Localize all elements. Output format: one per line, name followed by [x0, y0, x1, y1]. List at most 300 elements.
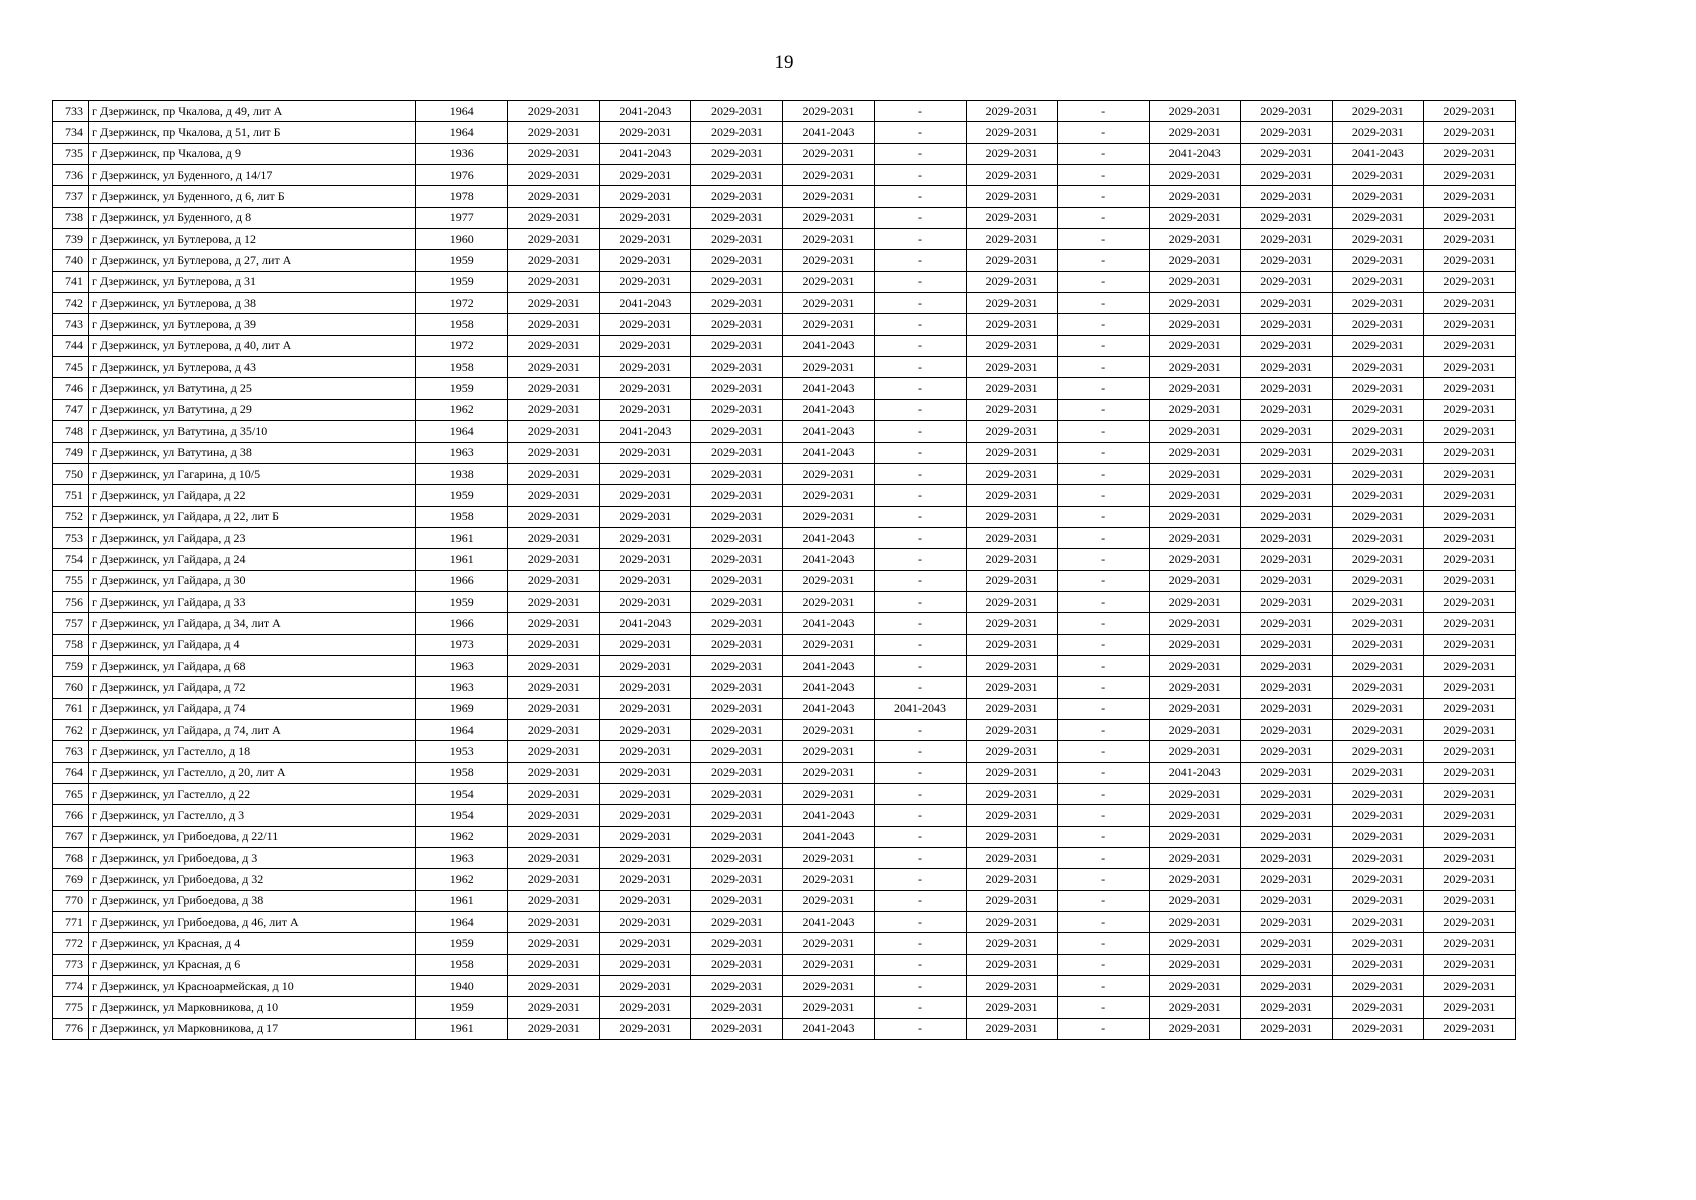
cell-period-5: -: [874, 719, 966, 740]
cell-address: г Дзержинск, ул Буденного, д 14/17: [89, 165, 416, 186]
cell-period-11: 2029-2031: [1423, 634, 1515, 655]
cell-period-9: 2029-2031: [1240, 378, 1332, 399]
table-row: [53, 912, 1516, 933]
cell-address: г Дзержинск, ул Гастелло, д 20, лит А: [89, 762, 416, 783]
cell-period-10: 2029-2031: [1332, 293, 1423, 314]
cell-address: г Дзержинск, ул Бутлерова, д 43: [89, 357, 416, 378]
cell-period-8: 2041-2043: [1149, 762, 1240, 783]
cell-period-2: 2041-2043: [600, 293, 691, 314]
cell-period-9: 2029-2031: [1240, 1018, 1332, 1039]
cell-period-11: 2029-2031: [1423, 207, 1515, 228]
cell-address: г Дзержинск, ул Гайдара, д 34, лит А: [89, 613, 416, 634]
cell-period-11: 2029-2031: [1423, 976, 1515, 997]
cell-period-10: 2029-2031: [1332, 506, 1423, 527]
cell-period-5: -: [874, 634, 966, 655]
cell-year-built: 1976: [416, 165, 508, 186]
cell-period-6: 2029-2031: [966, 314, 1057, 335]
cell-year-built: 1961: [416, 549, 508, 570]
cell-period-9: 2029-2031: [1240, 762, 1332, 783]
cell-period-9: 2029-2031: [1240, 527, 1332, 548]
cell-period-8: 2029-2031: [1149, 976, 1240, 997]
cell-period-1: 2029-2031: [508, 335, 600, 356]
cell-period-1: 2029-2031: [508, 805, 600, 826]
cell-period-7: -: [1057, 784, 1149, 805]
cell-row-no: 757: [53, 613, 89, 634]
cell-period-6: 2029-2031: [966, 250, 1057, 271]
cell-period-5: -: [874, 250, 966, 271]
cell-address: г Дзержинск, ул Бутлерова, д 31: [89, 271, 416, 292]
cell-period-10: 2041-2043: [1332, 143, 1423, 164]
cell-period-3: 2029-2031: [691, 570, 783, 591]
cell-period-6: 2029-2031: [966, 591, 1057, 612]
cell-period-8: 2029-2031: [1149, 848, 1240, 869]
cell-period-9: 2029-2031: [1240, 186, 1332, 207]
cell-period-9: 2029-2031: [1240, 207, 1332, 228]
cell-period-3: 2029-2031: [691, 442, 783, 463]
cell-period-6: 2029-2031: [966, 634, 1057, 655]
cell-period-4: 2029-2031: [783, 976, 874, 997]
cell-period-9: 2029-2031: [1240, 741, 1332, 762]
cell-period-5: -: [874, 570, 966, 591]
cell-period-1: 2029-2031: [508, 506, 600, 527]
cell-period-4: 2041-2043: [783, 1018, 874, 1039]
table-row: [53, 335, 1516, 356]
cell-address: г Дзержинск, ул Гайдара, д 74, лит А: [89, 719, 416, 740]
cell-period-11: 2029-2031: [1423, 698, 1515, 719]
cell-address: г Дзержинск, ул Бутлерова, д 39: [89, 314, 416, 335]
cell-row-no: 737: [53, 186, 89, 207]
table-row: [53, 357, 1516, 378]
cell-period-11: 2029-2031: [1423, 848, 1515, 869]
cell-period-11: 2029-2031: [1423, 271, 1515, 292]
cell-period-2: 2029-2031: [600, 229, 691, 250]
cell-period-11: 2029-2031: [1423, 869, 1515, 890]
cell-address: г Дзержинск, ул Буденного, д 8: [89, 207, 416, 228]
cell-address: г Дзержинск, ул Грибоедова, д 32: [89, 869, 416, 890]
cell-period-8: 2029-2031: [1149, 442, 1240, 463]
cell-period-6: 2029-2031: [966, 442, 1057, 463]
cell-period-3: 2029-2031: [691, 869, 783, 890]
cell-year-built: 1958: [416, 954, 508, 975]
cell-period-3: 2029-2031: [691, 805, 783, 826]
cell-row-no: 775: [53, 997, 89, 1018]
cell-period-11: 2029-2031: [1423, 655, 1515, 676]
cell-period-8: 2029-2031: [1149, 165, 1240, 186]
cell-period-6: 2029-2031: [966, 271, 1057, 292]
cell-period-8: 2041-2043: [1149, 143, 1240, 164]
cell-period-4: 2041-2043: [783, 549, 874, 570]
cell-period-3: 2029-2031: [691, 912, 783, 933]
cell-period-11: 2029-2031: [1423, 719, 1515, 740]
cell-year-built: 1962: [416, 869, 508, 890]
cell-period-7: -: [1057, 143, 1149, 164]
cell-period-7: -: [1057, 933, 1149, 954]
cell-period-5: -: [874, 271, 966, 292]
cell-row-no: 766: [53, 805, 89, 826]
cell-period-1: 2029-2031: [508, 933, 600, 954]
cell-period-10: 2029-2031: [1332, 1018, 1423, 1039]
cell-period-9: 2029-2031: [1240, 549, 1332, 570]
cell-period-10: 2029-2031: [1332, 826, 1423, 847]
cell-row-no: 772: [53, 933, 89, 954]
table-row: [53, 314, 1516, 335]
cell-row-no: 765: [53, 784, 89, 805]
table-row: [53, 826, 1516, 847]
cell-period-8: 2029-2031: [1149, 101, 1240, 122]
cell-period-1: 2029-2031: [508, 399, 600, 420]
cell-period-2: 2029-2031: [600, 741, 691, 762]
cell-year-built: 1964: [416, 122, 508, 143]
cell-period-5: -: [874, 527, 966, 548]
cell-period-10: 2029-2031: [1332, 442, 1423, 463]
table-row: [53, 698, 1516, 719]
cell-period-1: 2029-2031: [508, 271, 600, 292]
cell-period-10: 2029-2031: [1332, 485, 1423, 506]
cell-period-3: 2029-2031: [691, 677, 783, 698]
cell-period-4: 2029-2031: [783, 869, 874, 890]
cell-period-6: 2029-2031: [966, 719, 1057, 740]
cell-period-1: 2029-2031: [508, 655, 600, 676]
cell-period-8: 2029-2031: [1149, 527, 1240, 548]
cell-period-2: 2029-2031: [600, 976, 691, 997]
cell-address: г Дзержинск, пр Чкалова, д 49, лит А: [89, 101, 416, 122]
cell-period-11: 2029-2031: [1423, 677, 1515, 698]
cell-period-10: 2029-2031: [1332, 655, 1423, 676]
cell-period-9: 2029-2031: [1240, 485, 1332, 506]
cell-period-8: 2029-2031: [1149, 357, 1240, 378]
cell-row-no: 753: [53, 527, 89, 548]
cell-address: г Дзержинск, ул Гайдара, д 30: [89, 570, 416, 591]
cell-period-4: 2029-2031: [783, 186, 874, 207]
cell-year-built: 1963: [416, 655, 508, 676]
cell-period-11: 2029-2031: [1423, 912, 1515, 933]
cell-period-3: 2029-2031: [691, 143, 783, 164]
cell-period-10: 2029-2031: [1332, 954, 1423, 975]
cell-period-2: 2029-2031: [600, 677, 691, 698]
cell-period-2: 2029-2031: [600, 165, 691, 186]
cell-period-10: 2029-2031: [1332, 335, 1423, 356]
cell-period-9: 2029-2031: [1240, 869, 1332, 890]
cell-period-1: 2029-2031: [508, 143, 600, 164]
cell-period-3: 2029-2031: [691, 421, 783, 442]
cell-period-8: 2029-2031: [1149, 634, 1240, 655]
table-row: [53, 976, 1516, 997]
cell-period-5: -: [874, 784, 966, 805]
cell-period-3: 2029-2031: [691, 591, 783, 612]
cell-period-6: 2029-2031: [966, 954, 1057, 975]
cell-period-4: 2029-2031: [783, 143, 874, 164]
cell-period-9: 2029-2031: [1240, 655, 1332, 676]
cell-address: г Дзержинск, ул Бутлерова, д 12: [89, 229, 416, 250]
cell-address: г Дзержинск, ул Бутлерова, д 27, лит А: [89, 250, 416, 271]
cell-period-7: -: [1057, 613, 1149, 634]
cell-period-5: -: [874, 485, 966, 506]
table-row: [53, 207, 1516, 228]
cell-row-no: 770: [53, 890, 89, 911]
cell-period-7: -: [1057, 805, 1149, 826]
cell-address: г Дзержинск, ул Грибоедова, д 38: [89, 890, 416, 911]
cell-period-4: 2029-2031: [783, 719, 874, 740]
cell-period-3: 2029-2031: [691, 762, 783, 783]
cell-period-2: 2029-2031: [600, 485, 691, 506]
cell-year-built: 1969: [416, 698, 508, 719]
cell-year-built: 1938: [416, 463, 508, 484]
cell-period-8: 2029-2031: [1149, 485, 1240, 506]
cell-period-10: 2029-2031: [1332, 421, 1423, 442]
cell-address: г Дзержинск, ул Гастелло, д 22: [89, 784, 416, 805]
cell-period-2: 2029-2031: [600, 869, 691, 890]
table-row: [53, 784, 1516, 805]
cell-period-8: 2029-2031: [1149, 463, 1240, 484]
cell-period-10: 2029-2031: [1332, 698, 1423, 719]
cell-period-2: 2029-2031: [600, 997, 691, 1018]
cell-period-11: 2029-2031: [1423, 378, 1515, 399]
cell-period-11: 2029-2031: [1423, 101, 1515, 122]
cell-period-9: 2029-2031: [1240, 826, 1332, 847]
cell-period-9: 2029-2031: [1240, 805, 1332, 826]
cell-period-4: 2041-2043: [783, 399, 874, 420]
cell-period-10: 2029-2031: [1332, 677, 1423, 698]
cell-period-5: -: [874, 101, 966, 122]
cell-period-6: 2029-2031: [966, 101, 1057, 122]
table-row: [53, 762, 1516, 783]
cell-period-8: 2029-2031: [1149, 271, 1240, 292]
cell-address: г Дзержинск, ул Гагарина, д 10/5: [89, 463, 416, 484]
cell-period-11: 2029-2031: [1423, 1018, 1515, 1039]
cell-period-4: 2041-2043: [783, 421, 874, 442]
cell-row-no: 735: [53, 143, 89, 164]
cell-period-9: 2029-2031: [1240, 314, 1332, 335]
cell-period-6: 2029-2031: [966, 698, 1057, 719]
cell-year-built: 1972: [416, 335, 508, 356]
cell-address: г Дзержинск, ул Красная, д 6: [89, 954, 416, 975]
cell-row-no: 733: [53, 101, 89, 122]
cell-period-3: 2029-2031: [691, 719, 783, 740]
cell-period-5: 2041-2043: [874, 698, 966, 719]
cell-row-no: 764: [53, 762, 89, 783]
cell-period-6: 2029-2031: [966, 143, 1057, 164]
cell-period-8: 2029-2031: [1149, 954, 1240, 975]
cell-period-7: -: [1057, 591, 1149, 612]
cell-period-10: 2029-2031: [1332, 357, 1423, 378]
cell-row-no: 752: [53, 506, 89, 527]
cell-period-7: -: [1057, 1018, 1149, 1039]
cell-period-3: 2029-2031: [691, 335, 783, 356]
cell-period-11: 2029-2031: [1423, 293, 1515, 314]
cell-period-10: 2029-2031: [1332, 165, 1423, 186]
cell-period-11: 2029-2031: [1423, 399, 1515, 420]
cell-period-7: -: [1057, 271, 1149, 292]
cell-row-no: 747: [53, 399, 89, 420]
cell-period-4: 2041-2043: [783, 527, 874, 548]
table-row: [53, 954, 1516, 975]
cell-period-7: -: [1057, 869, 1149, 890]
cell-period-10: 2029-2031: [1332, 784, 1423, 805]
cell-period-3: 2029-2031: [691, 549, 783, 570]
cell-period-3: 2029-2031: [691, 463, 783, 484]
cell-period-11: 2029-2031: [1423, 143, 1515, 164]
table-row: [53, 485, 1516, 506]
cell-period-8: 2029-2031: [1149, 293, 1240, 314]
cell-period-1: 2029-2031: [508, 207, 600, 228]
cell-period-11: 2029-2031: [1423, 165, 1515, 186]
cell-row-no: 776: [53, 1018, 89, 1039]
cell-period-8: 2029-2031: [1149, 207, 1240, 228]
cell-period-5: -: [874, 741, 966, 762]
cell-period-10: 2029-2031: [1332, 186, 1423, 207]
cell-period-4: 2029-2031: [783, 954, 874, 975]
cell-address: г Дзержинск, ул Гайдара, д 24: [89, 549, 416, 570]
table-row: [53, 634, 1516, 655]
cell-period-6: 2029-2031: [966, 527, 1057, 548]
cell-period-6: 2029-2031: [966, 784, 1057, 805]
cell-period-4: 2041-2043: [783, 378, 874, 399]
cell-period-2: 2029-2031: [600, 890, 691, 911]
cell-period-6: 2029-2031: [966, 335, 1057, 356]
cell-period-2: 2029-2031: [600, 357, 691, 378]
cell-period-9: 2029-2031: [1240, 506, 1332, 527]
cell-address: г Дзержинск, ул Гайдара, д 72: [89, 677, 416, 698]
cell-row-no: 767: [53, 826, 89, 847]
cell-period-6: 2029-2031: [966, 677, 1057, 698]
cell-period-1: 2029-2031: [508, 442, 600, 463]
cell-row-no: 771: [53, 912, 89, 933]
cell-period-9: 2029-2031: [1240, 890, 1332, 911]
cell-row-no: 754: [53, 549, 89, 570]
cell-period-4: 2029-2031: [783, 933, 874, 954]
cell-period-1: 2029-2031: [508, 976, 600, 997]
cell-period-2: 2041-2043: [600, 613, 691, 634]
cell-period-7: -: [1057, 186, 1149, 207]
table-row: [53, 869, 1516, 890]
cell-period-3: 2029-2031: [691, 293, 783, 314]
cell-period-3: 2029-2031: [691, 357, 783, 378]
cell-period-9: 2029-2031: [1240, 399, 1332, 420]
table-row: [53, 677, 1516, 698]
cell-period-7: -: [1057, 250, 1149, 271]
cell-period-5: -: [874, 954, 966, 975]
cell-address: г Дзержинск, ул Красная, д 4: [89, 933, 416, 954]
table-row: [53, 271, 1516, 292]
cell-period-1: 2029-2031: [508, 527, 600, 548]
cell-period-7: -: [1057, 421, 1149, 442]
cell-period-8: 2029-2031: [1149, 805, 1240, 826]
cell-period-4: 2041-2043: [783, 805, 874, 826]
cell-period-4: 2029-2031: [783, 570, 874, 591]
cell-period-10: 2029-2031: [1332, 527, 1423, 548]
cell-period-8: 2029-2031: [1149, 890, 1240, 911]
cell-period-5: -: [874, 933, 966, 954]
cell-period-1: 2029-2031: [508, 848, 600, 869]
cell-row-no: 769: [53, 869, 89, 890]
cell-period-10: 2029-2031: [1332, 570, 1423, 591]
cell-period-5: -: [874, 997, 966, 1018]
cell-period-5: -: [874, 762, 966, 783]
cell-period-3: 2029-2031: [691, 933, 783, 954]
cell-period-11: 2029-2031: [1423, 463, 1515, 484]
cell-period-9: 2029-2031: [1240, 976, 1332, 997]
cell-period-3: 2029-2031: [691, 207, 783, 228]
cell-address: г Дзержинск, ул Ватутина, д 38: [89, 442, 416, 463]
cell-period-1: 2029-2031: [508, 719, 600, 740]
cell-period-6: 2029-2031: [966, 741, 1057, 762]
cell-period-2: 2041-2043: [600, 421, 691, 442]
table-body: [53, 101, 1516, 1040]
cell-period-9: 2029-2031: [1240, 613, 1332, 634]
cell-period-2: 2029-2031: [600, 271, 691, 292]
cell-period-5: -: [874, 293, 966, 314]
table-row: [53, 165, 1516, 186]
cell-year-built: 1936: [416, 143, 508, 164]
table-row: [53, 890, 1516, 911]
cell-period-3: 2029-2031: [691, 613, 783, 634]
cell-period-10: 2029-2031: [1332, 805, 1423, 826]
cell-period-7: -: [1057, 399, 1149, 420]
cell-year-built: 1966: [416, 613, 508, 634]
table-row: [53, 250, 1516, 271]
cell-period-7: -: [1057, 293, 1149, 314]
cell-period-3: 2029-2031: [691, 186, 783, 207]
cell-period-4: 2029-2031: [783, 229, 874, 250]
cell-period-11: 2029-2031: [1423, 485, 1515, 506]
cell-period-8: 2029-2031: [1149, 826, 1240, 847]
cell-period-11: 2029-2031: [1423, 591, 1515, 612]
cell-address: г Дзержинск, пр Чкалова, д 9: [89, 143, 416, 164]
cell-period-10: 2029-2031: [1332, 976, 1423, 997]
cell-period-11: 2029-2031: [1423, 314, 1515, 335]
cell-period-2: 2029-2031: [600, 826, 691, 847]
cell-period-6: 2029-2031: [966, 613, 1057, 634]
cell-period-2: 2029-2031: [600, 954, 691, 975]
cell-period-1: 2029-2031: [508, 698, 600, 719]
cell-period-5: -: [874, 677, 966, 698]
cell-period-8: 2029-2031: [1149, 869, 1240, 890]
cell-period-2: 2029-2031: [600, 1018, 691, 1039]
table-row: [53, 527, 1516, 548]
cell-year-built: 1962: [416, 399, 508, 420]
cell-address: г Дзержинск, ул Бутлерова, д 38: [89, 293, 416, 314]
cell-period-5: -: [874, 122, 966, 143]
cell-address: г Дзержинск, ул Ватутина, д 35/10: [89, 421, 416, 442]
cell-period-11: 2029-2031: [1423, 784, 1515, 805]
cell-period-2: 2041-2043: [600, 101, 691, 122]
cell-address: г Дзержинск, пр Чкалова, д 51, лит Б: [89, 122, 416, 143]
cell-period-1: 2029-2031: [508, 1018, 600, 1039]
cell-period-8: 2029-2031: [1149, 506, 1240, 527]
cell-period-2: 2029-2031: [600, 442, 691, 463]
cell-period-1: 2029-2031: [508, 250, 600, 271]
cell-period-7: -: [1057, 378, 1149, 399]
cell-period-3: 2029-2031: [691, 271, 783, 292]
cell-period-7: -: [1057, 848, 1149, 869]
cell-period-7: -: [1057, 314, 1149, 335]
cell-address: г Дзержинск, ул Гастелло, д 18: [89, 741, 416, 762]
cell-period-1: 2029-2031: [508, 762, 600, 783]
cell-period-6: 2029-2031: [966, 997, 1057, 1018]
cell-period-3: 2029-2031: [691, 741, 783, 762]
cell-period-9: 2029-2031: [1240, 357, 1332, 378]
cell-period-10: 2029-2031: [1332, 271, 1423, 292]
cell-address: г Дзержинск, ул Бутлерова, д 40, лит А: [89, 335, 416, 356]
cell-period-8: 2029-2031: [1149, 677, 1240, 698]
cell-period-7: -: [1057, 485, 1149, 506]
table-row: [53, 741, 1516, 762]
cell-period-11: 2029-2031: [1423, 527, 1515, 548]
cell-period-7: -: [1057, 976, 1149, 997]
table-row: [53, 463, 1516, 484]
cell-period-7: -: [1057, 997, 1149, 1018]
cell-period-9: 2029-2031: [1240, 912, 1332, 933]
